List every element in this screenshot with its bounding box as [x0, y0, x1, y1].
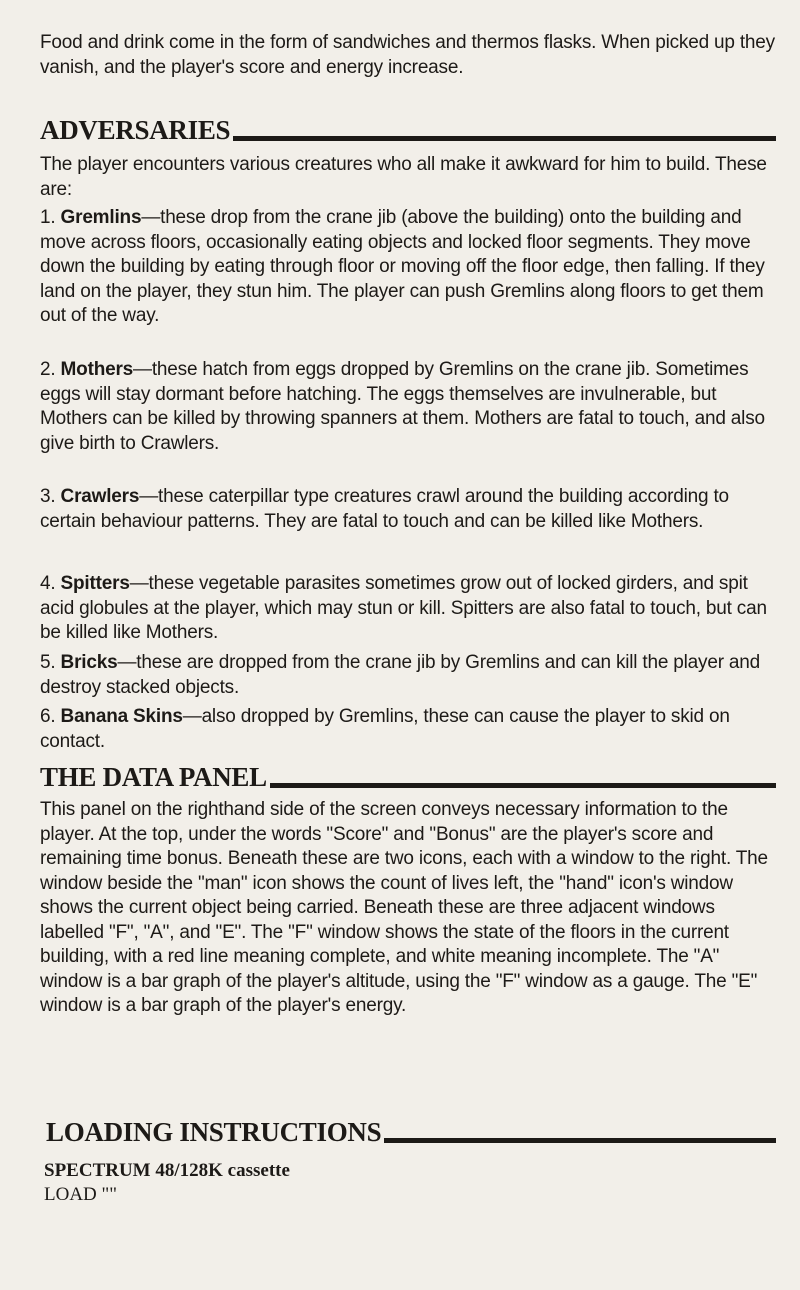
- item-text: —these hatch from eggs dropped by Gremlins on the crane jib. Sometimes eggs will stay dormant before hatching. The eggs themselves are invulnerable, but Mothers can be killed by throwing spanners at them. Mothers are fatal to touch, and also give birth to Crawlers.: [40, 359, 765, 454]
- loading-heading: LOADING INSTRUCTIONS: [46, 1117, 382, 1147]
- item-name: Banana Skins: [60, 706, 183, 727]
- item-text: —these drop from the crane jib (above the building) onto the building and move across floors, occasionally eating objects and locked floor segments. They move down the building by eating through floor or moving off the floor edge, then falling. If they land on the player, they stun him. The player can push Gremlins along floors to get them out of the way.: [40, 207, 765, 326]
- item-name: Crawlers: [60, 486, 140, 507]
- item-name: Spitters: [60, 573, 130, 594]
- adversary-item: [40, 705, 775, 754]
- item-number: 3.: [40, 486, 56, 507]
- item-text: —also dropped by Gremlins, these can cause the player to skid on contact.: [40, 706, 730, 752]
- item-text: —these vegetable parasites sometimes grow out of locked girders, and spit acid globules at the player, which may stun or kill. Spitters are also fatal to touch, but can be killed like Mothers.: [40, 573, 767, 643]
- item-number: 1.: [40, 207, 56, 228]
- item-text: —these caterpillar type creatures crawl around the building according to certain behaviour patterns. They are fatal to touch and can be killed like Mothers.: [40, 486, 729, 532]
- adversary-item: [40, 358, 775, 456]
- adversary-item: [40, 572, 775, 646]
- heading-rule: [233, 136, 776, 141]
- adversaries-heading-row: [40, 115, 776, 145]
- data-panel-paragraph: This panel on the righthand side of the screen conveys necessary information to the player. At the top, under the words "Score" and "Bonus" are the player's score and remaining time bonus. Beneath these are two icons, each with a window to the right. The window beside the "man" icon shows the count of lives left, the "hand" icon's window shows the current object being carried. Beneath these are three adjacent windows labelled "F", "A", and "E". The "F" window shows the state of the floors in the current building, with a red line meaning complete, and white meaning incomplete. The "A" window is a bar graph of the player's altitude, using the "F" window as a gauge. The "E" window is a bar graph of the player's energy.: [40, 799, 768, 1016]
- adversaries-heading: ADVERSARIES: [40, 115, 231, 145]
- adversary-item: [40, 651, 775, 700]
- loading-command: LOAD "": [44, 1184, 118, 1205]
- item-number: 4.: [40, 573, 56, 594]
- adversaries-intro-section: [40, 153, 775, 202]
- heading-rule: [384, 1138, 776, 1143]
- item-name: Gremlins: [60, 207, 142, 228]
- data-panel-heading-row: [40, 762, 776, 792]
- item-number: 2.: [40, 359, 56, 380]
- loading-heading-row: [46, 1117, 776, 1147]
- item-name: Bricks: [60, 652, 118, 673]
- data-panel-heading: THE DATA PANEL: [40, 762, 267, 792]
- intro-section: [40, 31, 775, 80]
- item-name: Mothers: [60, 359, 134, 380]
- adversary-item: [40, 485, 775, 534]
- item-number: 5.: [40, 652, 56, 673]
- item-text: —these are dropped from the crane jib by Gremlins and can kill the player and destroy stacked objects.: [40, 652, 761, 698]
- heading-rule: [270, 783, 776, 788]
- data-panel-section: [40, 798, 775, 1019]
- item-number: 6.: [40, 706, 56, 727]
- adversary-item: [40, 206, 775, 329]
- intro-paragraph: Food and drink come in the form of sandwiches and thermos flasks. When picked up they vanish, and the player's score and energy increase.: [40, 32, 775, 78]
- loading-platform: SPECTRUM 48/128K cassette: [44, 1160, 290, 1181]
- adversaries-intro: The player encounters various creatures who all make it awkward for him to build. These are:: [40, 154, 767, 200]
